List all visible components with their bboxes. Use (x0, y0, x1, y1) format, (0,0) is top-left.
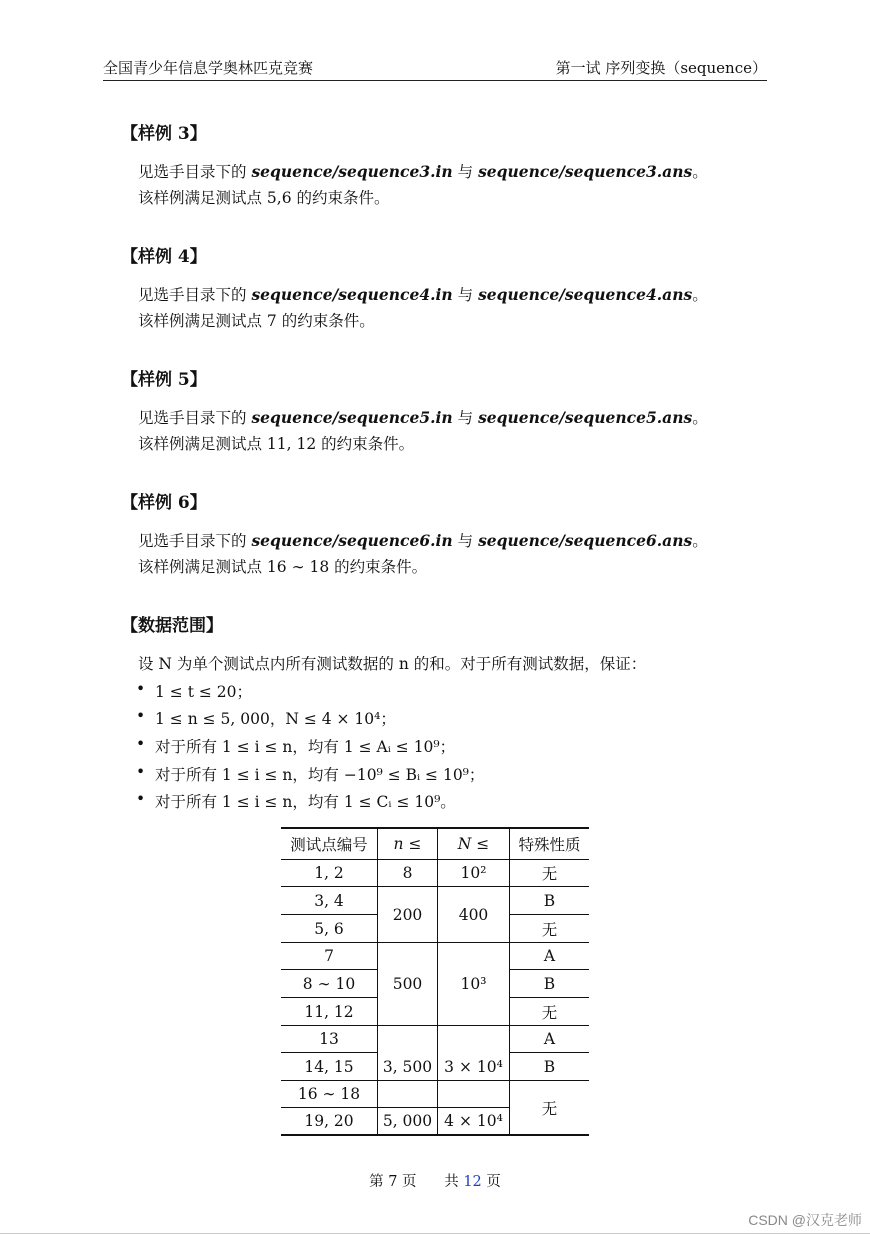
bullet-dot-2: • (136, 707, 146, 725)
sample-5-middle: 与 (452, 409, 479, 427)
bullet-4: 对于所有 1 ≤ i ≤ n，均有 −10⁹ ≤ Bᵢ ≤ 10⁹； (155, 766, 485, 784)
bullet-dot-1: • (136, 680, 146, 698)
data-range-intro: 设 N 为单个测试点内所有测试数据的 n 的和。对于所有测试数据，保证： (138, 655, 647, 673)
table-bottom-rule (281, 1134, 589, 1136)
test-id-cell: 1, 2 (314, 864, 344, 882)
sample-4-input-file: sequence/sequence4.in (251, 285, 453, 304)
N-max-cell: 4 × 10⁴ (444, 1112, 503, 1130)
sample-3-input-file: sequence/sequence3.in (251, 162, 453, 181)
subtask-table (281, 827, 589, 1137)
page-number: 7 (388, 1174, 398, 1190)
sample-3-answer-file: sequence/sequence3.ans (478, 162, 693, 181)
header-n-max: n ≤ (393, 835, 422, 853)
bullet-dot-4: • (136, 763, 146, 781)
property-cell: B (543, 891, 556, 910)
n-max-cell: 3, 500 (382, 1057, 433, 1076)
sample-5-prefix: 见选手目录下的 (138, 409, 252, 427)
property-cell: 无 (541, 920, 558, 939)
sample-5-files-line (138, 406, 708, 428)
n-max-cell: 5, 000 (382, 1112, 433, 1130)
sample-6-input-file: sequence/sequence6.in (251, 531, 453, 550)
test-id-cell: 7 (324, 947, 334, 965)
sample-6-answer-file: sequence/sequence6.ans (478, 531, 693, 550)
sample-6-prefix: 见选手目录下的 (138, 532, 252, 550)
total-suffix: 页 (481, 1174, 501, 1190)
property-cell: B (543, 1057, 556, 1076)
bullet-dot-3: • (136, 735, 146, 753)
sample-4-prefix: 见选手目录下的 (138, 286, 252, 304)
sample-5-heading: 【样例 5】 (121, 370, 207, 390)
n-max-cell: 200 (392, 905, 423, 924)
total-pages-link[interactable]: 12 (463, 1174, 482, 1190)
sample-5-suffix: 。 (692, 409, 708, 427)
sample-3-heading: 【样例 3】 (121, 124, 207, 144)
sample-4-heading: 【样例 4】 (121, 247, 207, 267)
property-cell: 无 (541, 865, 558, 883)
header-test-id: 测试点编号 (290, 836, 368, 854)
property-cell: 无 (541, 1003, 558, 1022)
test-id-cell: 13 (319, 1030, 339, 1048)
page-prefix: 第 (369, 1174, 389, 1190)
n-max-cell: 500 (392, 975, 423, 993)
sample-4-answer-file: sequence/sequence4.ans (478, 285, 693, 304)
n-max-cell: 8 (402, 864, 413, 882)
sample-3-middle: 与 (452, 163, 479, 181)
bullet-2: 1 ≤ n ≤ 5, 000，N ≤ 4 × 10⁴； (155, 710, 396, 728)
sample-3-prefix: 见选手目录下的 (138, 163, 252, 181)
test-id-cell: 8 ∼ 10 (302, 974, 356, 993)
csdn-watermark: CSDN @汉克老师 (748, 1212, 862, 1228)
N-max-cell: 400 (458, 905, 489, 924)
sample-5-input-file: sequence/sequence5.in (251, 408, 453, 427)
sample-4-constraint: 该样例满足测试点 7 的约束条件。 (138, 312, 375, 330)
header-right-title: 第一试 序列变换（sequence） (555, 59, 767, 77)
sample-4-middle: 与 (452, 286, 479, 304)
header-rule (103, 80, 767, 81)
N-max-cell: 3 × 10⁴ (444, 1057, 503, 1076)
property-cell: B (543, 974, 556, 993)
bullet-1: 1 ≤ t ≤ 20； (155, 683, 252, 701)
property-cell: A (543, 1030, 556, 1048)
header-special-property: 特殊性质 (518, 836, 581, 854)
sample-3-constraint: 该样例满足测试点 5,6 的约束条件。 (138, 189, 390, 207)
test-id-cell: 16 ∼ 18 (297, 1085, 361, 1103)
sample-6-heading: 【样例 6】 (121, 493, 207, 513)
property-cell: A (543, 947, 556, 965)
test-id-cell: 5, 6 (314, 919, 344, 938)
sample-5-constraint: 该样例满足测试点 11, 12 的约束条件。 (138, 435, 415, 453)
test-id-cell: 11, 12 (304, 1002, 354, 1021)
sample-6-middle: 与 (452, 532, 479, 550)
bullet-3: 对于所有 1 ≤ i ≤ n，均有 1 ≤ Aᵢ ≤ 10⁹； (155, 738, 456, 756)
sample-5-answer-file: sequence/sequence5.ans (478, 408, 693, 427)
data-range-heading: 【数据范围】 (121, 616, 223, 636)
header-N-max: N ≤ (457, 835, 490, 853)
test-id-cell: 19, 20 (304, 1112, 354, 1130)
sample-6-constraint: 该样例满足测试点 16 ∼ 18 的约束条件。 (138, 558, 428, 576)
header-left-title: 全国青少年信息学奥林匹克竞赛 (103, 59, 314, 77)
sample-4-suffix: 。 (692, 286, 708, 304)
sample-3-suffix: 。 (692, 163, 708, 181)
total-prefix: 共 (444, 1174, 464, 1190)
bullet-dot-5: • (136, 790, 146, 808)
sample-3-files-line (138, 160, 708, 182)
page-suffix: 页 (397, 1174, 417, 1190)
property-cell: 无 (541, 1099, 558, 1118)
N-max-cell: 10² (460, 864, 487, 882)
N-max-cell: 10³ (460, 975, 487, 993)
sample-4-files-line (138, 283, 708, 305)
page-footer (0, 1170, 870, 1191)
sample-6-files-line (138, 529, 708, 551)
bullet-5: 对于所有 1 ≤ i ≤ n，均有 1 ≤ Cᵢ ≤ 10⁹。 (155, 793, 456, 811)
test-id-cell: 3, 4 (314, 891, 344, 910)
test-id-cell: 14, 15 (304, 1057, 354, 1076)
sample-6-suffix: 。 (692, 532, 708, 550)
